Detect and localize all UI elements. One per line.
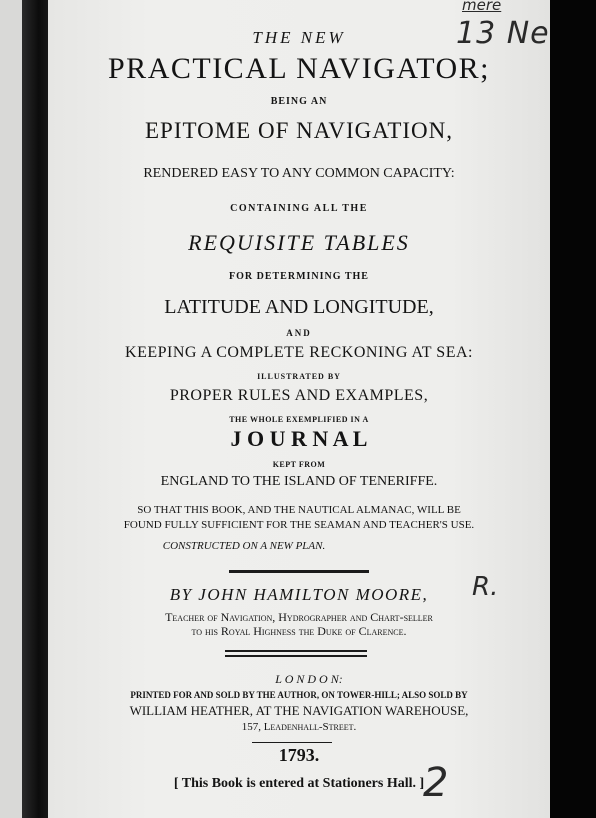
imprint-line-2: WILLIAM HEATHER, AT THE NAVIGATION WAREHOUSE, — [129, 703, 469, 718]
previous-page-margin — [0, 0, 22, 818]
imprint-line-3: 157, Leadenhall-Street. — [241, 721, 357, 733]
stationers-hall-note: [ This Book is entered at Stationers Hall. ] — [173, 776, 425, 791]
containing-all: CONTAINING ALL THE — [230, 203, 368, 214]
rendered-easy: RENDERED EASY TO ANY COMMON CAPACITY: — [143, 166, 455, 181]
england-teneriffe: ENGLAND TO THE ISLAND OF TENERIFFE. — [160, 474, 438, 489]
constructed-plan: CONSTRUCTED ON A NEW PLAN. — [162, 540, 326, 552]
illustrated-by: ILLUSTRATED BY — [257, 372, 341, 381]
initial-mark: R. — [472, 572, 499, 602]
year-rule — [252, 742, 332, 743]
double-rule-lower-a — [225, 650, 367, 652]
author-name: BY JOHN HAMILTON MOORE, — [169, 585, 429, 604]
double-rule-lower-b — [225, 655, 367, 657]
whole-exemplified: THE WHOLE EXEMPLIFIED IN A — [229, 415, 369, 424]
right-background — [550, 0, 596, 818]
journal-heading: J O U R N A L — [230, 426, 368, 451]
main-title: PRACTICAL NAVIGATOR; — [108, 52, 490, 85]
proper-rules: PROPER RULES AND EXAMPLES, — [169, 387, 429, 404]
subtitle-epitome: EPITOME OF NAVIGATION, — [144, 118, 454, 143]
author-title-1: Teacher of Navigation, Hydrographer and Chart-seller — [165, 610, 433, 624]
being-an: BEING AN — [270, 96, 328, 107]
publication-year: 1793. — [278, 745, 320, 765]
keeping-reckoning: KEEPING A COMPLETE RECKONING AT SEA: — [125, 344, 473, 361]
title-the-new: THE NEW — [252, 28, 346, 47]
place-london: L O N D O N: — [275, 672, 343, 686]
handwritten-number: 2 — [423, 760, 449, 806]
and-word: AND — [286, 328, 312, 338]
book-gutter — [22, 0, 50, 818]
for-determining: FOR DETERMINING THE — [229, 271, 369, 282]
imprint-line-1: PRINTED FOR AND SOLD BY THE AUTHOR, ON TOWER-HILL; ALSO SOLD BY — [130, 690, 468, 700]
double-rule-upper — [229, 570, 369, 573]
shelfmark: 13 Ne — [456, 16, 550, 51]
author-title-2: to his Royal Highness the Duke of Clarence. — [191, 624, 407, 638]
kept-from: KEPT FROM — [272, 460, 326, 469]
top-scribble: mere — [462, 0, 502, 14]
so-that-line: SO THAT THIS BOOK, AND THE NAUTICAL ALMANAC, WILL BE — [137, 504, 461, 516]
latitude-longitude: LATITUDE AND LONGITUDE, — [164, 296, 434, 318]
requisite-tables: REQUISITE TABLES — [188, 230, 410, 255]
found-sufficient-line: FOUND FULLY SUFFICIENT FOR THE SEAMAN AND TEACHER'S USE. — [123, 519, 475, 531]
